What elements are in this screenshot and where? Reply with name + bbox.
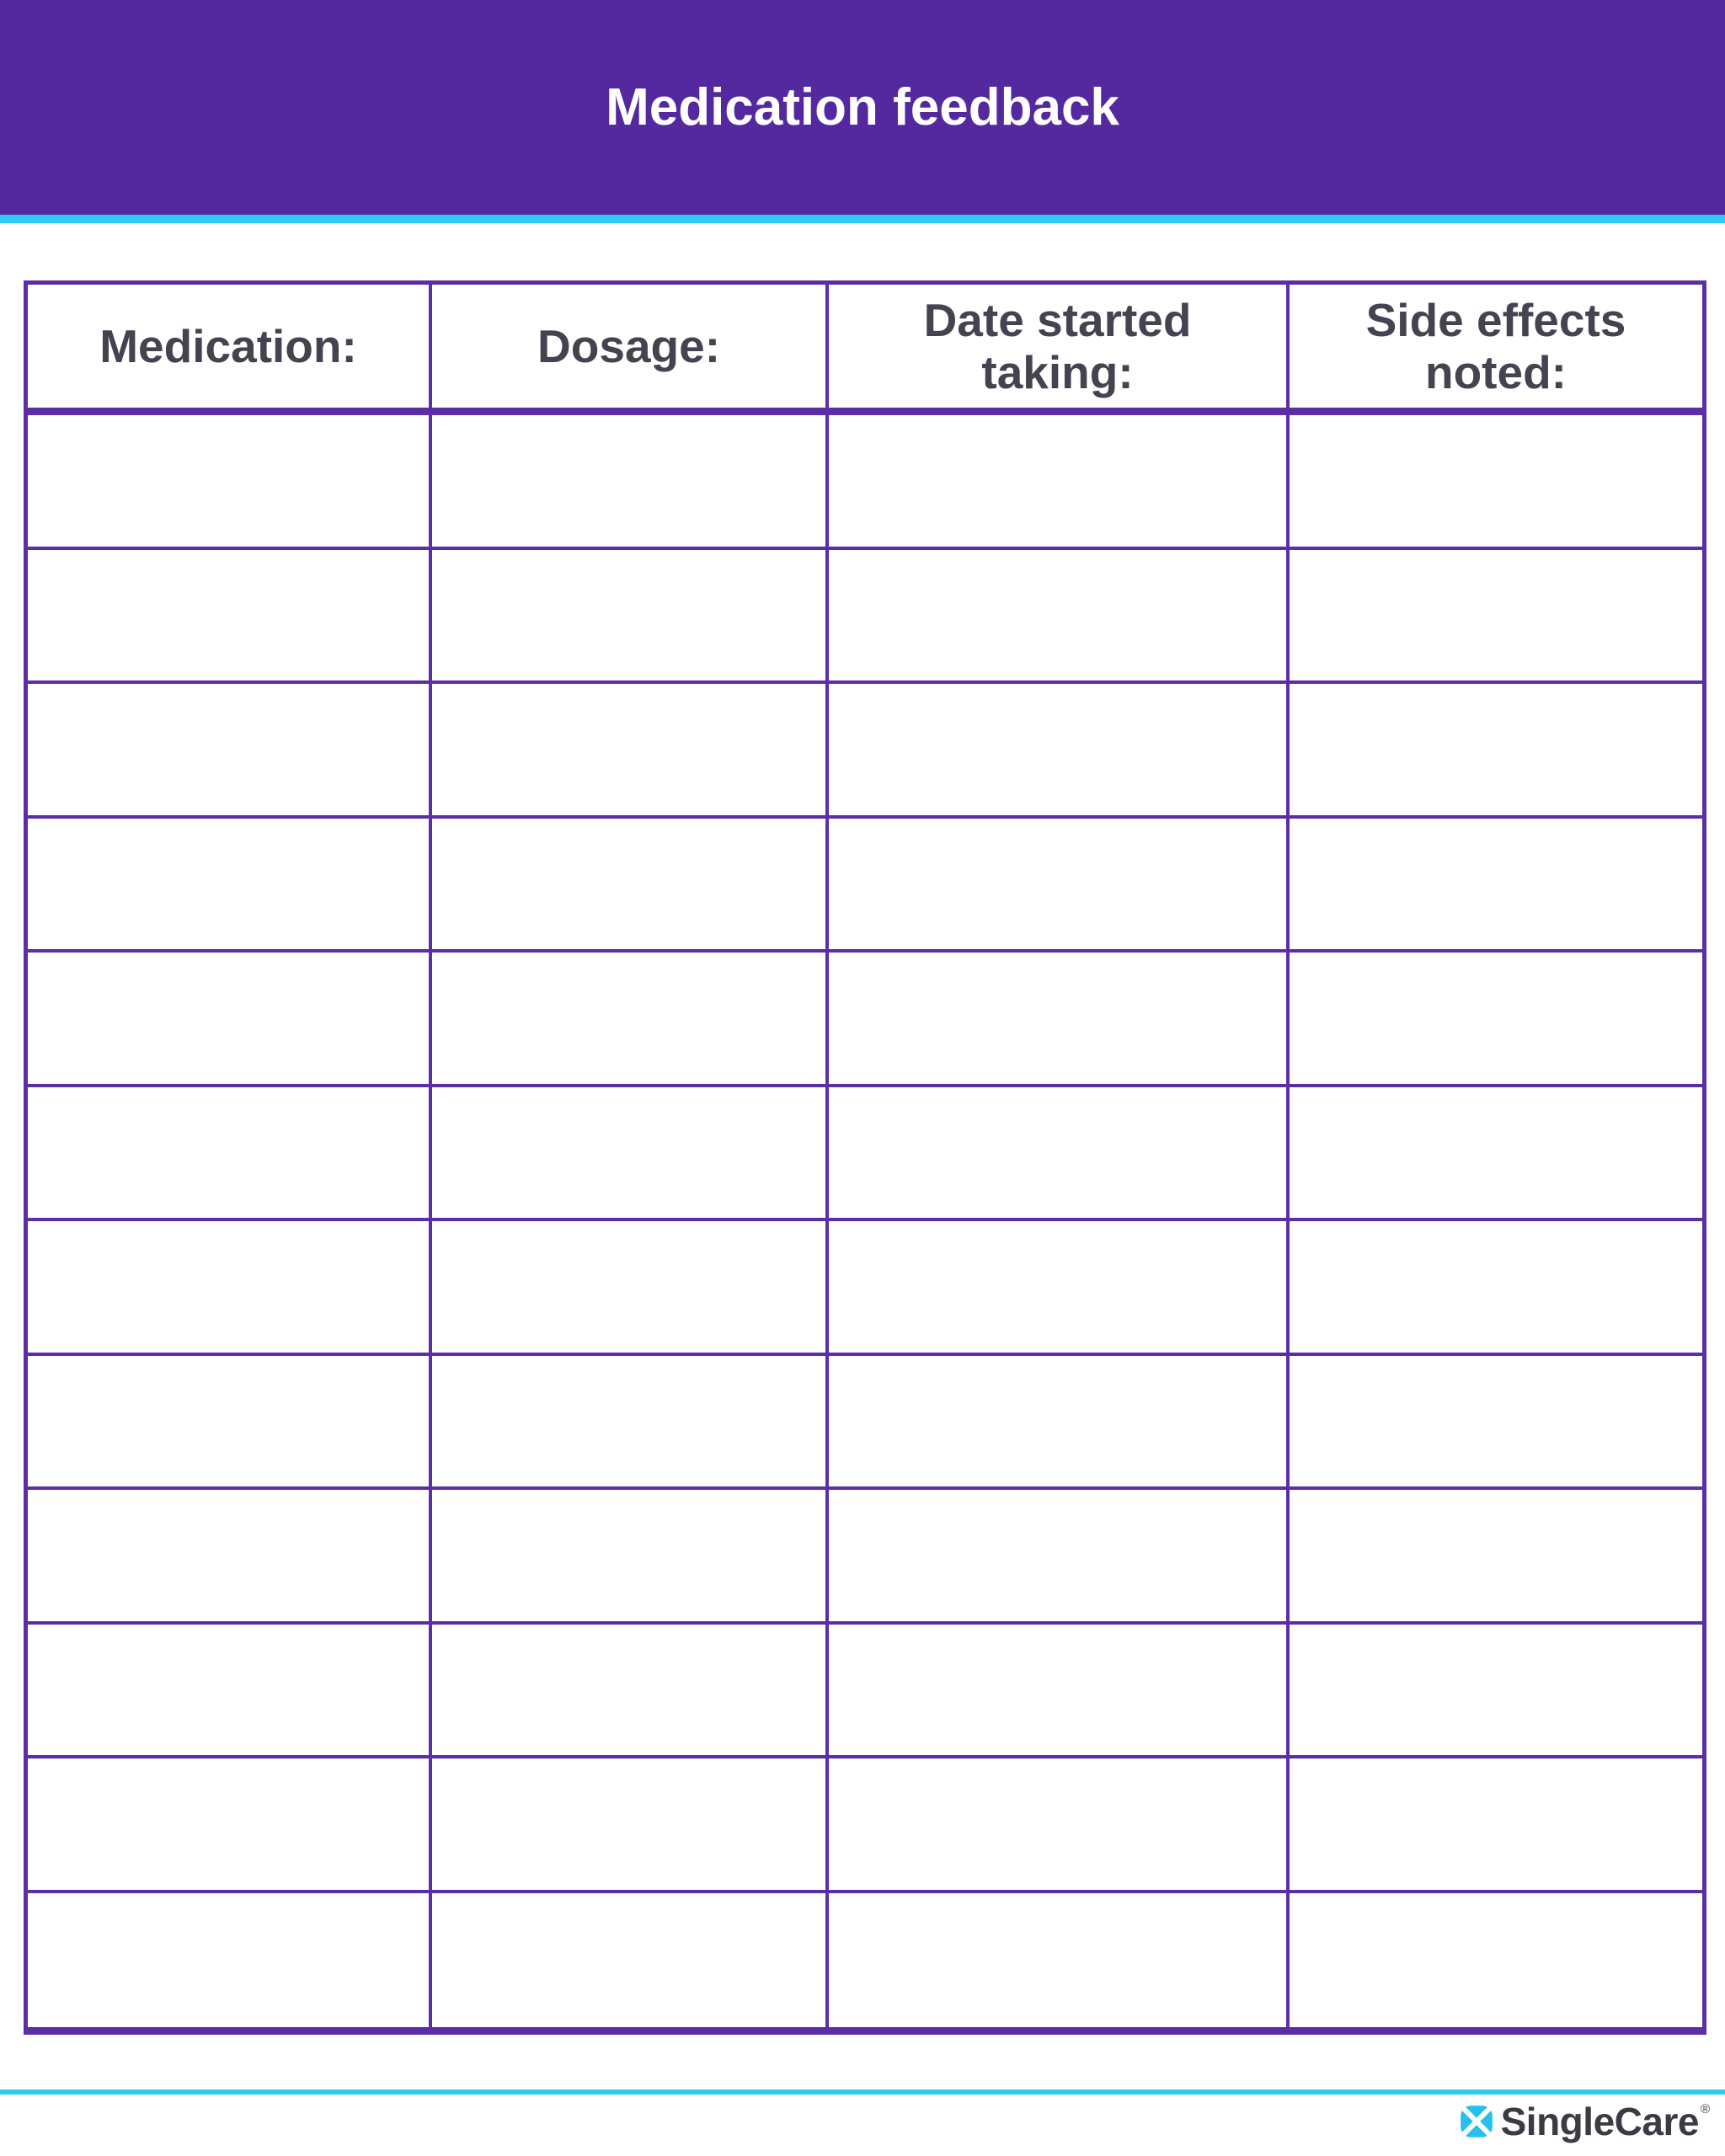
table-cell-r2-side-effects-noted xyxy=(1290,550,1702,685)
table-cell-r11-dosage xyxy=(432,1758,829,1893)
table-cell-r10-medication xyxy=(28,1625,432,1759)
column-header-dosage: Dosage: xyxy=(432,285,829,415)
table-cell-r2-medication xyxy=(28,550,432,685)
table-cell-r8-dosage xyxy=(432,1356,829,1491)
table-cell-r4-side-effects-noted xyxy=(1290,819,1702,953)
table-cell-r7-side-effects-noted xyxy=(1290,1221,1702,1356)
table-cell-r11-side-effects-noted xyxy=(1290,1758,1702,1893)
table-cell-r12-medication xyxy=(28,1893,432,2028)
table-cell-r9-medication xyxy=(28,1490,432,1625)
table-cell-r4-medication xyxy=(28,819,432,953)
table-cell-r4-date-started-taking xyxy=(829,819,1290,953)
table-cell-r9-side-effects-noted xyxy=(1290,1490,1702,1625)
table-cell-r10-dosage xyxy=(432,1625,829,1759)
table-cell-r11-medication xyxy=(28,1758,432,1893)
table-cell-r5-side-effects-noted xyxy=(1290,953,1702,1087)
table-cell-r9-date-started-taking xyxy=(829,1490,1290,1625)
table-cell-r9-dosage xyxy=(432,1490,829,1625)
footer-accent-line xyxy=(0,2089,1725,2095)
table-cell-r3-dosage xyxy=(432,684,829,819)
table-cell-r12-side-effects-noted xyxy=(1290,1893,1702,2028)
table-cell-r3-side-effects-noted xyxy=(1290,684,1702,819)
column-header-date-started-taking: Date started taking: xyxy=(829,285,1290,415)
table-cell-r8-date-started-taking xyxy=(829,1356,1290,1491)
table-cell-r2-dosage xyxy=(432,550,829,685)
brand-name: SingleCare xyxy=(1500,2100,1699,2143)
registered-trademark-icon: ® xyxy=(1700,2101,1710,2116)
table-cell-r11-date-started-taking xyxy=(829,1758,1290,1893)
singlecare-logo xyxy=(1460,2102,1710,2141)
table-cell-r1-date-started-taking xyxy=(829,415,1290,550)
table-cell-r12-date-started-taking xyxy=(829,1893,1290,2028)
table-cell-r6-date-started-taking xyxy=(829,1087,1290,1222)
table-cell-r4-dosage xyxy=(432,819,829,953)
page-title: Medication feedback xyxy=(606,78,1119,136)
table-cell-r1-side-effects-noted xyxy=(1290,415,1702,550)
medication-table xyxy=(24,280,1706,2035)
table-cell-r3-date-started-taking xyxy=(829,684,1290,819)
table-cell-r5-date-started-taking xyxy=(829,953,1290,1087)
column-header-medication: Medication: xyxy=(28,285,432,415)
table-cell-r6-side-effects-noted xyxy=(1290,1087,1702,1222)
table-cell-r7-date-started-taking xyxy=(829,1221,1290,1356)
table-cell-r1-medication xyxy=(28,415,432,550)
table-cell-r5-medication xyxy=(28,953,432,1087)
table-cell-r3-medication xyxy=(28,684,432,819)
header-band xyxy=(0,0,1725,215)
column-header-side-effects-noted: Side effects noted: xyxy=(1290,285,1702,415)
table-cell-r6-medication xyxy=(28,1087,432,1222)
table-cell-r5-dosage xyxy=(432,953,829,1087)
table-cell-r7-medication xyxy=(28,1221,432,1356)
table-cell-r8-medication xyxy=(28,1356,432,1491)
table-cell-r1-dosage xyxy=(432,415,829,550)
singlecare-cross-icon xyxy=(1460,2105,1493,2138)
table-cell-r8-side-effects-noted xyxy=(1290,1356,1702,1491)
table-cell-r10-date-started-taking xyxy=(829,1625,1290,1759)
table-cell-r6-dosage xyxy=(432,1087,829,1222)
header-accent-line xyxy=(0,215,1725,223)
table-cell-r2-date-started-taking xyxy=(829,550,1290,685)
table-cell-r7-dosage xyxy=(432,1221,829,1356)
table-cell-r10-side-effects-noted xyxy=(1290,1625,1702,1759)
table-cell-r12-dosage xyxy=(432,1893,829,2028)
